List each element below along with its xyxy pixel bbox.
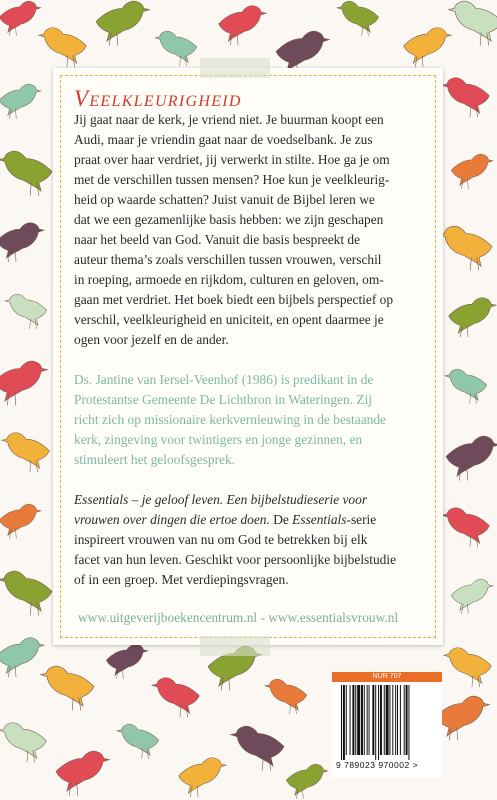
text-line: inspireert vrouwen van nu om God te betrekken bij elk [74, 532, 368, 547]
bird-icon [451, 154, 493, 189]
text-line: heid op waarde schatten? Juist vanuit de Bijbel leren we [74, 192, 375, 207]
bird-icon [442, 508, 490, 548]
bird-icon [117, 724, 159, 759]
text-line: in roeping, armoede en rijkdom, culturen en geloven, om- [74, 272, 384, 287]
bird-icon [451, 579, 493, 614]
text-line: dat we een gezamenlijke basis hebben: we zijn geschapen [74, 212, 384, 227]
bird-icon [445, 369, 487, 404]
barcode-block [332, 672, 442, 778]
website-links[interactable]: www.uitgeverijboekencentrum.nl - www.essentialsvrouw.nl [78, 610, 399, 625]
text-line: facet van hun leven. Geschikt voor persoonlijke bijbelstudie [74, 552, 397, 567]
bird-icon [0, 571, 52, 615]
bird-icon [5, 294, 47, 329]
bird-icon [404, 28, 452, 68]
bird-icon [449, 1, 497, 45]
text-line: naar het beeld van God. Vanuit die basis bespreekt de [74, 232, 361, 247]
bird-icon [155, 31, 197, 66]
bird-icon [106, 644, 148, 679]
tape-top [200, 58, 270, 78]
bird-icon [0, 84, 41, 119]
text-line: Audi, maar je vriendin gaat naar de voedselbank. Je zus [74, 132, 373, 147]
nur-label: NUR 707 [332, 672, 442, 682]
text-line: of in een groep. Met verdiepingsvragen. [74, 572, 289, 587]
bird-icon [152, 678, 200, 718]
bird-icon [56, 751, 109, 795]
bird-icon [0, 361, 47, 405]
text-line: stimuleert het geloofsgesprek. [74, 452, 236, 467]
bird-icon [2, 433, 50, 473]
bird-icon [0, 1, 41, 36]
bird-icon [39, 28, 87, 68]
barcode-icon [339, 685, 435, 760]
text-line: kerk, zingeving voor twintigers en jonge gezinnen, en [74, 432, 363, 447]
bird-icon [0, 151, 52, 195]
bird-icon [337, 1, 379, 36]
bird-icon [96, 1, 149, 45]
bird-icon [265, 679, 307, 714]
series-paragraph [74, 490, 429, 590]
bird-icon [0, 504, 41, 539]
bird-icon [219, 6, 267, 46]
bird-icon [446, 436, 497, 480]
text-line: verschil, veelkleurigheid en uniciteit, en opent daarmee je [74, 312, 384, 327]
bird-icon [41, 666, 94, 710]
text-line: ogen voor jezelf en de ander. [74, 332, 229, 347]
tape-bottom [200, 636, 270, 656]
bird-icon [444, 648, 492, 688]
bird-icon [231, 726, 284, 770]
text-line: praat over haar verdriet, jij verwerkt in stilte. Hoe ga je om [74, 152, 390, 167]
text-line: vrouwen over dingen die ertoe doen. De Essentials-serie [74, 512, 377, 527]
text-line: Jij gaat naar de kerk, je vriend niet. Je buurman koopt een [74, 112, 384, 127]
text-line: auteur thema’s zoals verschillen tussen vrouwen, verschil [74, 252, 382, 267]
bird-icon [286, 764, 328, 799]
description-paragraph [74, 110, 429, 350]
text-line: Protestantse Gemeente De Lichtbron in Wateringen. Zij [74, 392, 373, 407]
text-line: gaan met verdriet. Het boek biedt een bijbels perspectief op [74, 292, 394, 307]
book-section-title: VEELKLEURIGHEID [74, 86, 242, 111]
bird-icon [0, 638, 44, 678]
text-line: richt zich op missionaire kerkvernieuwing in de bestaande [74, 412, 386, 427]
text-line: Ds. Jantine van Iersel-Veenhof (1986) is predikant in de [74, 372, 374, 387]
bird-icon [179, 758, 227, 798]
text-line: met de verschillen tussen mensen? Hoe kun je veelkleurig- [74, 172, 390, 187]
bird-icon [439, 226, 492, 270]
bird-icon [0, 223, 44, 263]
bird-icon [449, 298, 497, 338]
author-bio-paragraph [74, 370, 429, 470]
bird-icon [0, 723, 46, 763]
text-line: Essentials – je geloof leven. Een bijbelstudieserie voor [74, 492, 368, 507]
bird-icon [436, 696, 489, 740]
isbn-number: 9 789023 970002 > [336, 760, 419, 770]
bird-icon [442, 78, 490, 118]
